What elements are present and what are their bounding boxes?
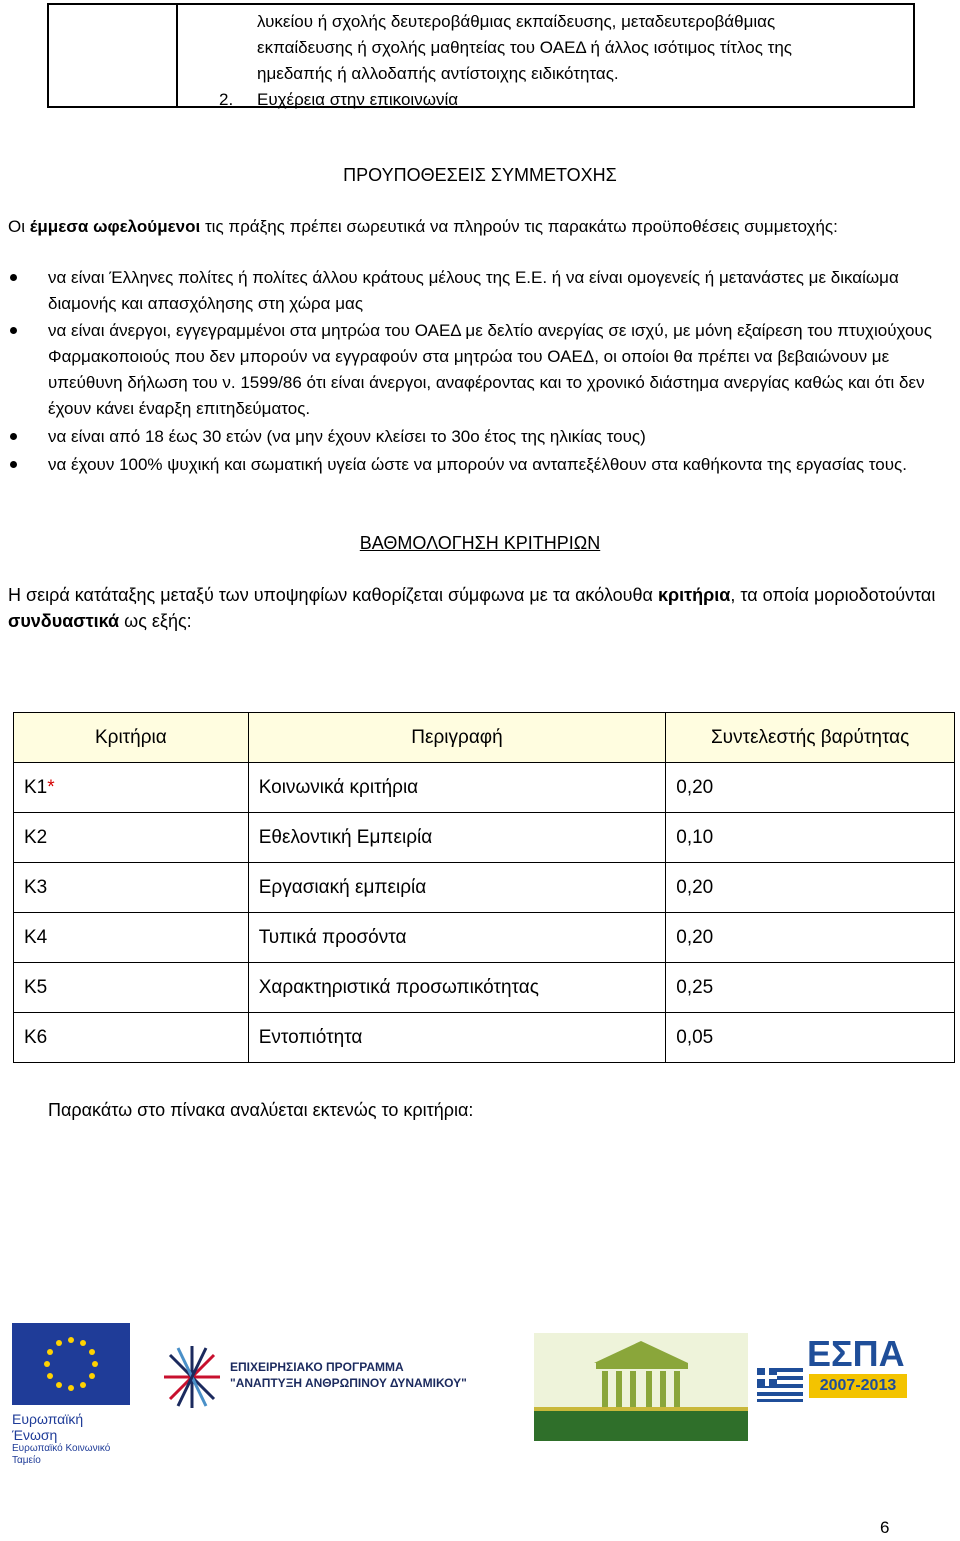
- criterion-weight: 0,25: [666, 963, 955, 1013]
- list-item-text: Ευχέρεια στην επικοινωνία: [257, 90, 459, 109]
- ranking-text: Η σειρά κατάταξης μεταξύ των υποψηφίων καθορίζεται σύμφωνα με τα ακόλουθα: [8, 585, 653, 605]
- programme-emblem-icon: [160, 1342, 224, 1412]
- bullet-icon: [10, 327, 17, 334]
- criterion-description: Κοινωνικά κριτήρια: [248, 763, 666, 813]
- bullet-icon: [10, 461, 17, 468]
- table-row: [14, 863, 955, 913]
- analysis-note: Παρακάτω στο πίνακα αναλύεται εκτενώς το κριτήρια:: [48, 1100, 474, 1120]
- table-row: [14, 963, 955, 1013]
- column-header: Συντελεστής βαρύτητας: [666, 713, 955, 763]
- intro-suffix: τις πράξης πρέπει σωρευτικά να πληρούν τις παρακάτω προϋποθέσεις συμμετοχής:: [204, 217, 838, 236]
- intro-prefix: Οι: [8, 217, 25, 236]
- list-item-text: να έχουν 100% ψυχική και σωματική υγεία ώστε να μπορούν να ανταπεξέλθουν στα καθήκοντα της εργασίας τους.: [48, 455, 907, 474]
- code-text: Κ1: [24, 776, 48, 798]
- ranking-text: ως εξής:: [124, 611, 192, 631]
- ministry-logo-image: [534, 1333, 748, 1441]
- list-number: 2.: [219, 90, 234, 109]
- criterion-weight: 0,20: [666, 863, 955, 913]
- ranking-bold: κριτήρια: [657, 585, 731, 605]
- criterion-description: Χαρακτηριστικά προσωπικότητας: [248, 963, 666, 1013]
- table-header-row: [14, 713, 955, 763]
- criterion-code: Κ6: [14, 1013, 249, 1063]
- criterion-code: Κ4: [14, 913, 249, 963]
- bullet-icon: [10, 433, 17, 440]
- criterion-description: Εντοπιότητα: [248, 1013, 666, 1063]
- criterion-description: Εργασιακή εμπειρία: [248, 863, 666, 913]
- table-row: [14, 813, 955, 863]
- column-header: Κριτήρια: [14, 713, 249, 763]
- section-title: ΒΑΘΜΟΛΟΓΗΣΗ ΚΡΙΤΗΡΙΩΝ: [359, 533, 601, 553]
- list-item: [48, 424, 938, 450]
- list-item: [48, 318, 938, 422]
- list-item-text: να είναι από 18 έως 30 ετών (να μην έχουν κλείσει το 30ο έτος της ηλικίας τους): [48, 427, 646, 446]
- continuation-table: [47, 3, 915, 108]
- criterion-weight: 0,20: [666, 763, 955, 813]
- criterion-code: Κ3: [14, 863, 249, 913]
- criterion-weight: 0,20: [666, 913, 955, 963]
- espa-years-badge: 2007-2013: [809, 1374, 907, 1398]
- operational-programme-logo: [160, 1342, 510, 1412]
- criterion-weight: 0,05: [666, 1013, 955, 1063]
- table-row: [14, 763, 955, 813]
- espa-logo: [757, 1332, 909, 1418]
- criterion-weight: 0,10: [666, 813, 955, 863]
- eu-caption: Ευρωπαϊκή Ένωση: [12, 1411, 84, 1443]
- list-item-text: να είναι Έλληνες πολίτες ή πολίτες άλλου κράτους μέλους της Ε.Ε. ή να είναι ομογενείς ή μετανάστες με δικαίωμα διαμονής και απασχόλησης στη χώρα μας: [48, 268, 899, 313]
- eu-flag-icon: [12, 1323, 130, 1405]
- criterion-code: Κ2: [14, 813, 249, 863]
- intro-bold: έμμεσα ωφελούμενοι: [29, 217, 201, 236]
- eu-logo: [12, 1323, 132, 1467]
- bullet-icon: [10, 274, 17, 281]
- section-title: ΠΡΟΥΠΟΘΕΣΕΙΣ ΣΥΜΜΕΤΟΧΗΣ: [343, 165, 617, 185]
- table-row: [14, 913, 955, 963]
- list-item: [48, 452, 938, 478]
- criterion-code: [14, 763, 249, 813]
- criterion-description: Τυπικά προσόντα: [248, 913, 666, 963]
- criteria-table: [13, 712, 955, 1063]
- espa-title: ΕΣΠΑ: [807, 1333, 905, 1374]
- greek-flag-icon: [757, 1368, 803, 1402]
- list-item-text: να είναι άνεργοι, εγγεγραμμένοι στα μητρώα του ΟΑΕΔ με δελτίο ανεργίας σε ισχύ, με μόνη εξαίρεση του πτυχιούχους Φαρμακοποιούς που δεν μπορούν να εγγραφούν στα μητρώα του ΟΑΕΔ, οι οποίοι θα πρέπει να βεβαιώνουν με υπεύθυνη δήλωση του ν. 1599/86 ότι είναι άνεργοι, αναφέροντας και το χρονικό διάστημα ανεργίας καθώς και ότι δεν έχουν κάνει έναρξη επιτηδεύματος.: [48, 321, 932, 418]
- page-number: 6: [880, 1518, 890, 1537]
- programme-title-line: ΕΠΙΧΕΙΡΗΣΙΑΚΟ ΠΡΟΓΡΑΜΜΑ: [230, 1360, 404, 1374]
- criterion-description: Εθελοντική Εμπειρία: [248, 813, 666, 863]
- intro-paragraph: [8, 214, 838, 240]
- ranking-text: , τα οποία μοριοδοτούνται: [730, 585, 936, 605]
- programme-title-line: "ΑΝΑΠΤΥΞΗ ΑΝΘΡΩΠΙΝΟΥ ΔΥΝΑΜΙΚΟΥ": [230, 1376, 467, 1390]
- list-item: [48, 265, 938, 317]
- text-line: λυκείου ή σχολής δευτεροβάθμιας εκπαίδευσης, μεταδευτεροβάθμιας: [257, 12, 776, 31]
- table-column-divider: [176, 5, 178, 106]
- text-line: ημεδαπής ή αλλοδαπής αντίστοιχης ειδικότητας.: [257, 64, 619, 83]
- ranking-paragraph: [8, 582, 938, 634]
- qualification-text: [257, 9, 897, 87]
- column-header: Περιγραφή: [248, 713, 666, 763]
- table-row: [14, 1013, 955, 1063]
- footnote-star: *: [47, 776, 55, 798]
- criterion-code: Κ5: [14, 963, 249, 1013]
- eu-fund-caption: Ευρωπαϊκό Κοινωνικό Ταμείο: [12, 1443, 111, 1466]
- text-line: εκπαίδευσης ή σχολής μαθητείας του ΟΑΕΔ ή άλλος ισότιμος τίτλος της: [257, 38, 792, 57]
- ranking-bold: συνδυαστικά: [8, 611, 120, 631]
